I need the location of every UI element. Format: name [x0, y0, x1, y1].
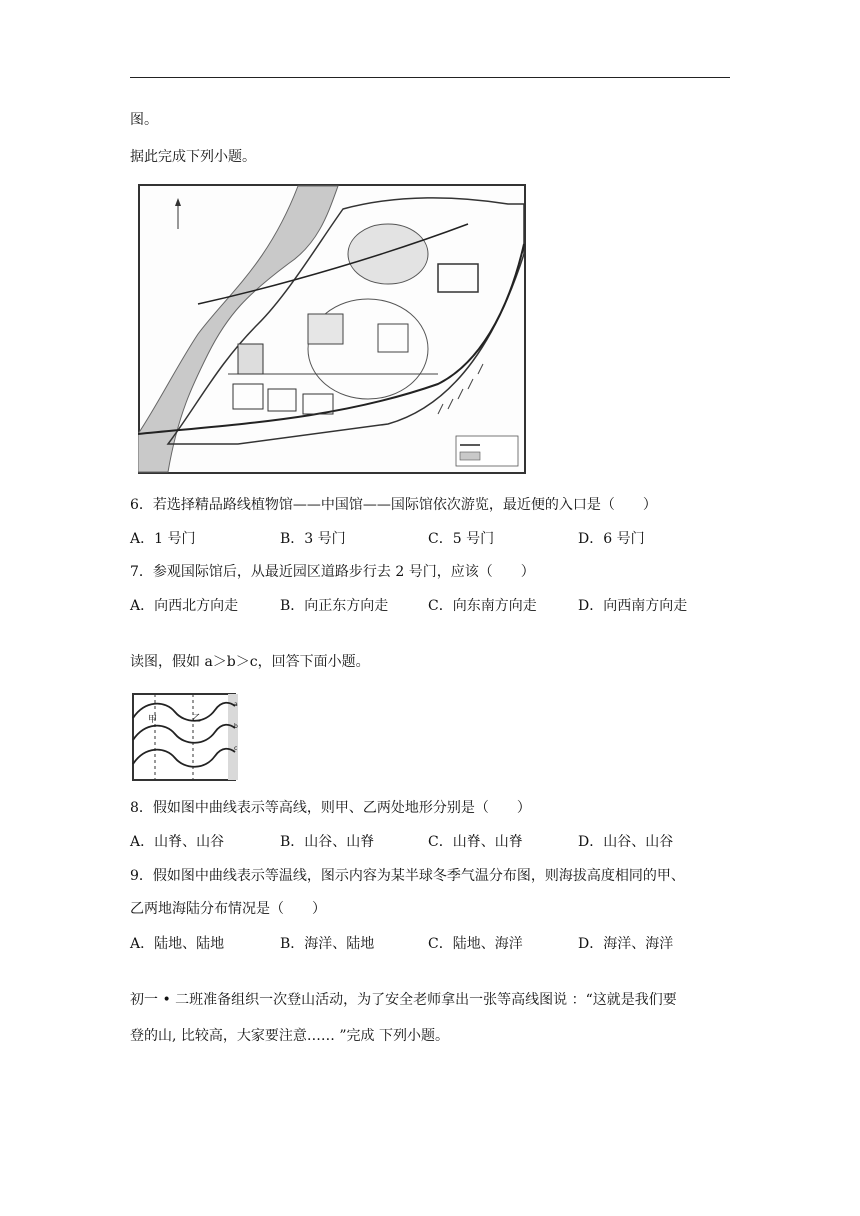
text-line-instruction: 据此完成下列小题。 — [130, 149, 256, 165]
question-9-continued: 乙两地海陆分布情况是（ ） — [130, 901, 326, 917]
intro-contour: 读图，假如 a＞b＞c，回答下面小题。 — [130, 654, 370, 670]
option-b[interactable]: B．3 号门 — [280, 531, 346, 547]
text-line-fig: 图。 — [130, 112, 158, 128]
curve-label-b: b — [234, 723, 238, 730]
curve-label-c: c — [234, 745, 238, 752]
header-rule — [130, 77, 730, 78]
question-7-options — [130, 596, 730, 616]
curve-label-a: a — [234, 701, 238, 708]
option-d[interactable]: D．6 号门 — [578, 531, 645, 547]
contour-figure — [130, 690, 242, 784]
label-yi: 乙 — [192, 714, 202, 724]
question-8: 8．假如图中曲线表示等高线，则甲、乙两处地形分别是（ ） — [130, 800, 531, 816]
question-8-options — [130, 832, 730, 852]
question-6: 6．若选择精品路线植物馆——中国馆——国际馆依次游览，最近便的入口是（ ） — [130, 497, 657, 513]
option-b[interactable]: B．山谷、山脊 — [280, 834, 375, 850]
option-a[interactable]: A．1 号门 — [130, 531, 196, 547]
option-c[interactable]: C．5 号门 — [428, 531, 495, 547]
question-7: 7．参观国际馆后，从最近园区道路步行去 2 号门，应该（ ） — [130, 564, 535, 580]
option-c[interactable]: C．陆地、海洋 — [428, 936, 523, 952]
option-b[interactable]: B．向正东方向走 — [280, 598, 389, 614]
option-d[interactable]: D．山谷、山谷 — [578, 834, 674, 850]
question-9: 9．假如图中曲线表示等温线，图示内容为某半球冬季气温分布图，则海拔高度相同的甲、 — [130, 868, 685, 884]
option-b[interactable]: B．海洋、陆地 — [280, 936, 375, 952]
intro-climbing: 初一 • 二班准备组织一次登山活动，为了安全老师拿出一张等高线图说 ：“这就是我们要 — [130, 992, 677, 1008]
intro-climbing-continued: 登的山, 比较高，大家要注意…… ”完成 下列小题。 — [130, 1028, 449, 1044]
question-6-options — [130, 529, 730, 549]
label-jia: 甲 — [148, 715, 158, 725]
option-a[interactable]: A．山脊、山谷 — [130, 834, 225, 850]
option-d[interactable]: D．海洋、海洋 — [578, 936, 674, 952]
option-a[interactable]: A．陆地、陆地 — [130, 936, 225, 952]
option-d[interactable]: D．向西南方向走 — [578, 598, 688, 614]
park-map-figure — [138, 184, 526, 474]
option-a[interactable]: A．向西北方向走 — [130, 598, 239, 614]
question-9-options — [130, 934, 730, 954]
option-c[interactable]: C．向东南方向走 — [428, 598, 537, 614]
option-c[interactable]: C．山脊、山脊 — [428, 834, 523, 850]
